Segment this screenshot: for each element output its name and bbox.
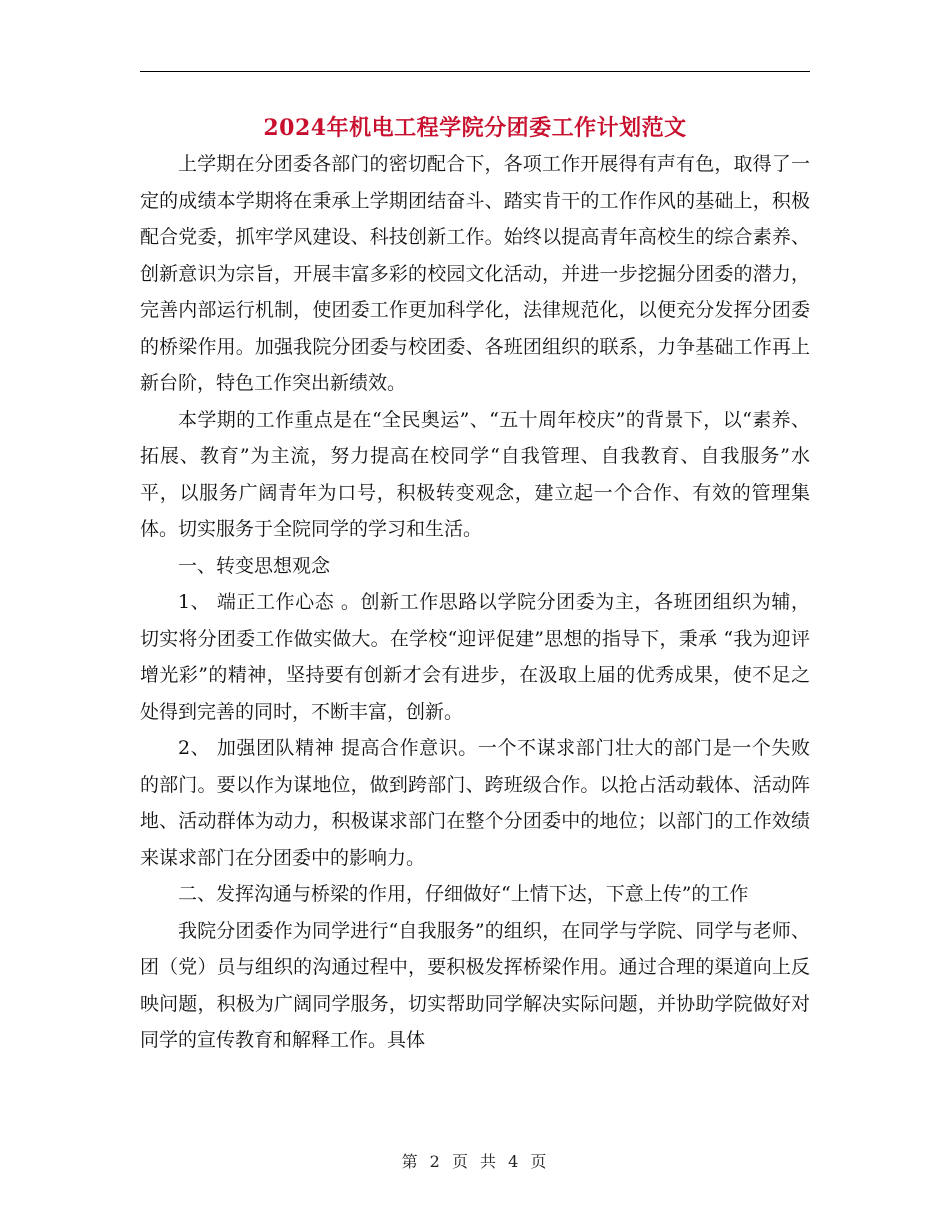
- paragraph-intro: 上学期在分团委各部门的密切配合下，各项工作开展得有声有色，取得了一定的成绩本学期将在秉承上学期团结奋斗、踏实肯干的工作作风的基础上，积极配合党委，抓牢学风建设、科技创新工作。始终以提高青年高校生的综合素养、创新意识为宗旨，开展丰富多彩的校园文化活动，并进一步挖掘分团委的潜力，完善内部运行机制，使团委工作更加科学化，法律规范化，以便充分发挥分团委的桥梁作用。加强我院分团委与校团委、各班团组织的联系，力争基础工作再上新台阶，特色工作突出新绩效。: [140, 153, 810, 394]
- document-title: 2024年机电工程学院分团委工作计划范文: [263, 115, 687, 141]
- document-body: [140, 146, 810, 1059]
- paragraph-item-2: 2、 加强团队精神 提高合作意识。一个不谋求部门壮大的部门是一个失败的部门。要以作为谋地位，做到跨部门、跨班级合作。以抢占活动载体、活动阵地、活动群体为动力，积极谋求部门在整个分团委中的地位；以部门的工作效绩来谋求部门在分团委中的影响力。: [140, 737, 810, 869]
- paragraph-focus: 本学期的工作重点是在“全民奥运”、“五十周年校庆”的背景下，以“素养、拓展、教育”为主流，努力提高在校同学“自我管理、自我教育、自我服务”水平，以服务广阔青年为口号，积极转变观念，建立起一个合作、有效的管理集体。切实服务于全院同学的学习和生活。: [140, 408, 810, 540]
- section-heading-1: 一、转变思想观念: [178, 554, 331, 577]
- section-heading-2: 二、发挥沟通与桥梁的作用，仔细做好“上情下达，下意上传”的工作: [178, 883, 749, 905]
- paragraph-item-1: 1、 端正工作心态 。创新工作思路以学院分团委为主，各班团组织为辅，切实将分团委工作做实做大。在学校“迎评促建”思想的指导下，秉承 “我为迎评增光彩”的精神，坚持要有创新才会有进步，在汲取上届的优秀成果，使不足之处得到完善的同时，不断丰富，创新。: [140, 591, 810, 723]
- paragraph-bridge: 我院分团委作为同学进行“自我服务”的组织，在同学与学院、同学与老师、团（党）员与组织的沟通过程中，要积极发挥桥梁作用。通过合理的渠道向上反映问题，积极为广阔同学服务，切实帮助同学解决实际问题，并协助学院做好对同学的宣传教育和解释工作。具体: [140, 919, 810, 1051]
- header-rule: [140, 71, 810, 72]
- page-number-footer: 第 2 页 共 4 页: [401, 1152, 549, 1171]
